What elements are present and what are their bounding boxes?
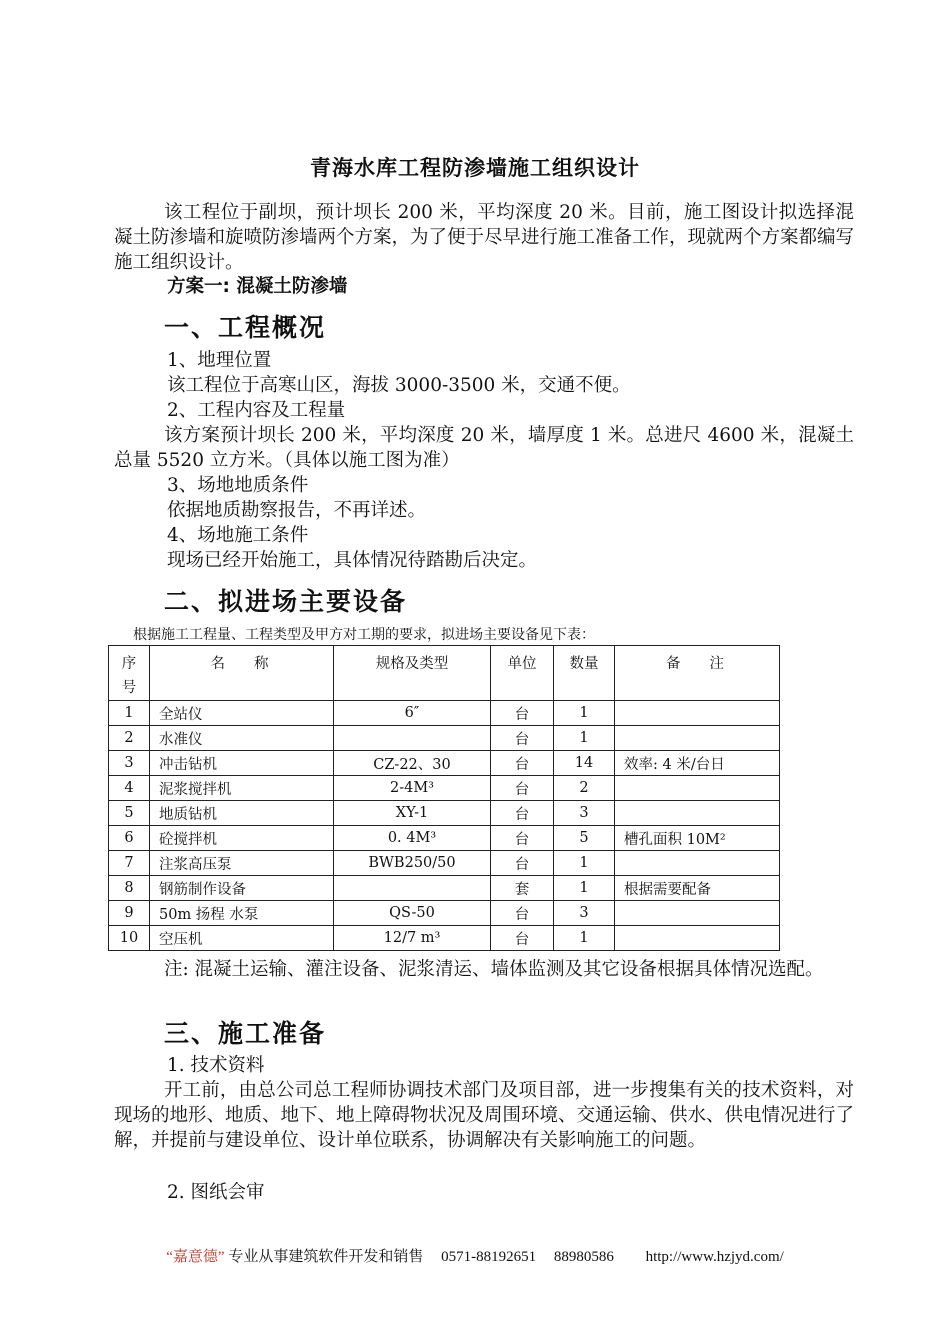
header-unit: 单位 <box>491 646 554 701</box>
section1-subtitle-3: 3、场地地质条件 <box>167 475 309 496</box>
header-spec: 规格及类型 <box>334 646 491 701</box>
cell-note <box>615 776 780 801</box>
cell-name: 注浆高压泵 <box>150 851 334 876</box>
document-title: 青海水库工程防渗墙施工组织设计 <box>310 156 640 180</box>
section1-subtitle-2: 2、工程内容及工程量 <box>167 400 346 421</box>
table-row <box>109 901 780 926</box>
cell-note <box>615 701 780 726</box>
footer-url[interactable]: http://www.hzjyd.com/ <box>645 1249 784 1265</box>
cell-qty: 5 <box>554 826 615 851</box>
table-row <box>109 726 780 751</box>
cell-qty: 1 <box>554 726 615 751</box>
equipment-table <box>108 645 780 951</box>
cell-unit: 套 <box>491 876 554 901</box>
cell-name: 泥浆搅拌机 <box>150 776 334 801</box>
footer-phone-2: 88980586 <box>553 1249 614 1265</box>
cell-name: 冲击钻机 <box>150 751 334 776</box>
cell-no: 5 <box>109 801 150 826</box>
header-name: 名 称 <box>150 646 334 701</box>
cell-no: 3 <box>109 751 150 776</box>
table-intro: 根据施工工程量、工程类型及甲方对工期的要求，拟进场主要设备见下表： <box>133 627 595 643</box>
section3-body-1: 开工前，由总公司总工程师协调技术部门及项目部，进一步搜集有关的技术资料，对现场的地形、地质、地下、地上障碍物状况及周围环境、交通运输、供水、供电情况进行了解，并提前与建设单位、设计单位联系，协调解决有关影响施工的问题。 <box>114 1080 855 1151</box>
cell-no: 6 <box>109 826 150 851</box>
table-header-row <box>109 646 780 701</box>
cell-note <box>615 726 780 751</box>
cell-note: 槽孔面积 10M² <box>615 826 780 851</box>
cell-name: 地质钻机 <box>150 801 334 826</box>
section1-subtitle-1: 1、地理位置 <box>167 350 272 371</box>
cell-qty: 3 <box>554 801 615 826</box>
cell-name: 全站仪 <box>150 701 334 726</box>
cell-no: 8 <box>109 876 150 901</box>
table-row <box>109 751 780 776</box>
cell-spec: CZ-22、30 <box>334 751 491 776</box>
cell-no: 10 <box>109 926 150 951</box>
cell-unit: 台 <box>491 826 554 851</box>
section1-body-2: 该方案预计坝长 200 米，平均深度 20 米，墙厚度 1 米。总进尺 4600 米，混凝土总量 5520 立方米。（具体以施工图为准） <box>114 425 854 471</box>
cell-spec <box>334 726 491 751</box>
cell-unit: 台 <box>491 851 554 876</box>
cell-spec: BWB250/50 <box>334 851 491 876</box>
section1-body-3: 依据地质勘察报告，不再详述。 <box>167 500 427 521</box>
table-note: 注: 混凝土运输、灌注设备、泥浆清运、墙体监测及其它设备根据具体情况选配。 <box>163 959 824 980</box>
cell-spec: 2-4M³ <box>334 776 491 801</box>
cell-spec: 6″ <box>334 701 491 726</box>
table-row <box>109 801 780 826</box>
section1-heading: 一、工程概况 <box>164 313 327 342</box>
intro-paragraph: 该工程位于副坝，预计坝长 200 米，平均深度 20 米。目前，施工图设计拟选择混凝土防渗墙和旋喷防渗墙两个方案，为了便于尽早进行施工准备工作，现就两个方案都编写施工组织设计。 <box>114 202 855 273</box>
cell-unit: 台 <box>491 801 554 826</box>
cell-unit: 台 <box>491 776 554 801</box>
cell-name: 50m 扬程 水泵 <box>150 901 334 926</box>
footer-quote-open: “ <box>166 1249 173 1265</box>
footer-brand: 嘉意德 <box>172 1249 218 1265</box>
cell-spec <box>334 876 491 901</box>
cell-spec: 12/7 m³ <box>334 926 491 951</box>
cell-unit: 台 <box>491 901 554 926</box>
cell-spec: 0. 4M³ <box>334 826 491 851</box>
section3-heading: 三、施工准备 <box>164 1019 327 1048</box>
table-row <box>109 926 780 951</box>
cell-qty: 14 <box>554 751 615 776</box>
header-note: 备 注 <box>615 646 780 701</box>
cell-spec: XY-1 <box>334 801 491 826</box>
header-qty: 数量 <box>554 646 615 701</box>
cell-qty: 1 <box>554 851 615 876</box>
section3-subtitle-1: 1. 技术资料 <box>167 1055 265 1076</box>
cell-unit: 台 <box>491 726 554 751</box>
cell-name: 空压机 <box>150 926 334 951</box>
cell-qty: 1 <box>554 926 615 951</box>
cell-no: 1 <box>109 701 150 726</box>
cell-no: 4 <box>109 776 150 801</box>
cell-no: 2 <box>109 726 150 751</box>
cell-qty: 1 <box>554 876 615 901</box>
table-row <box>109 826 780 851</box>
cell-no: 9 <box>109 901 150 926</box>
table-row <box>109 851 780 876</box>
cell-note <box>615 901 780 926</box>
cell-note: 根据需要配备 <box>615 876 780 901</box>
cell-name: 钢筋制作设备 <box>150 876 334 901</box>
cell-qty: 3 <box>554 901 615 926</box>
cell-note <box>615 926 780 951</box>
cell-unit: 台 <box>491 701 554 726</box>
table-row <box>109 876 780 901</box>
cell-no: 7 <box>109 851 150 876</box>
cell-note <box>615 801 780 826</box>
section1-body-4: 现场已经开始施工，具体情况待踏勘后决定。 <box>167 550 538 571</box>
header-no: 序 号 <box>109 646 150 701</box>
cell-note: 效率: 4 米/台日 <box>615 751 780 776</box>
cell-qty: 1 <box>554 701 615 726</box>
cell-note <box>615 851 780 876</box>
footer-quote-close: ” <box>217 1249 225 1265</box>
footer-slogan: 专业从事建筑软件开发和销售 <box>228 1249 424 1265</box>
cell-qty: 2 <box>554 776 615 801</box>
table-row <box>109 776 780 801</box>
section2-heading: 二、拟进场主要设备 <box>164 587 408 616</box>
cell-unit: 台 <box>491 926 554 951</box>
cell-unit: 台 <box>491 751 554 776</box>
cell-name: 砼搅拌机 <box>150 826 334 851</box>
footer-phone-1: 0571-88192651 <box>441 1249 537 1265</box>
table-row <box>109 701 780 726</box>
page-footer <box>0 1245 950 1266</box>
cell-name: 水准仪 <box>150 726 334 751</box>
section1-subtitle-4: 4、场地施工条件 <box>167 525 309 546</box>
cell-spec: QS-50 <box>334 901 491 926</box>
section3-subtitle-2: 2. 图纸会审 <box>167 1182 265 1203</box>
section1-body-1: 该工程位于高寒山区，海拔 3000-3500 米，交通不便。 <box>167 375 631 396</box>
plan-heading: 方案一: 混凝土防渗墙 <box>167 276 348 297</box>
